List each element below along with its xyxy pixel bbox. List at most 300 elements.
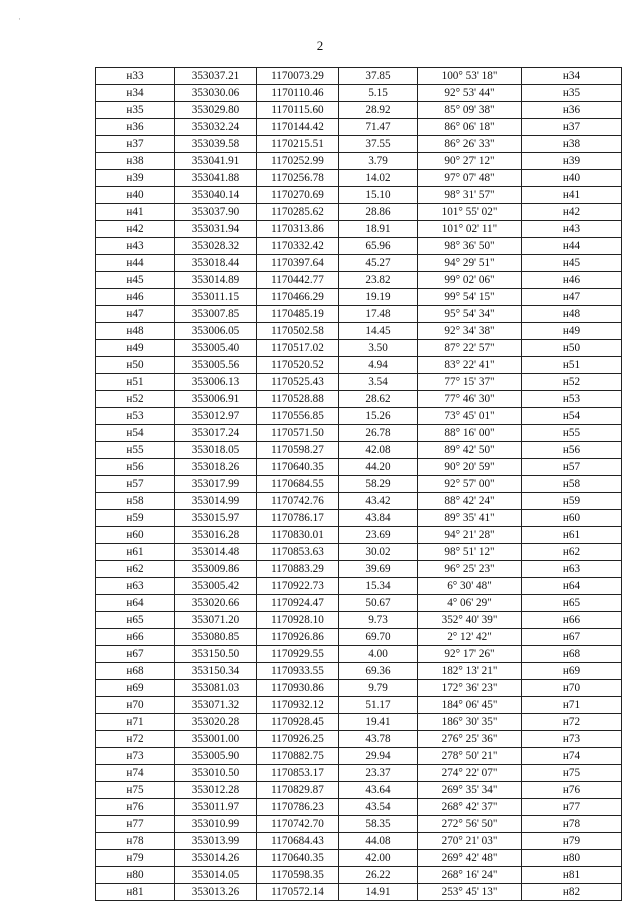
point-to-cell: н59 [522, 493, 622, 510]
length-cell: 43.54 [339, 799, 418, 816]
point-to-cell: н43 [522, 221, 622, 238]
direction-angle-cell: 92° 53' 44" [418, 85, 522, 102]
y-coordinate-cell: 1170786.23 [257, 799, 339, 816]
table-row [96, 731, 622, 748]
x-coordinate-cell: 353040.14 [175, 187, 257, 204]
table-row [96, 357, 622, 374]
x-coordinate-cell: 353012.97 [175, 408, 257, 425]
y-coordinate-cell: 1170928.10 [257, 612, 339, 629]
length-cell: 15.34 [339, 578, 418, 595]
point-from-cell: н67 [96, 646, 175, 663]
x-coordinate-cell: 353020.66 [175, 595, 257, 612]
table-row [96, 306, 622, 323]
point-from-cell: н41 [96, 204, 175, 221]
x-coordinate-cell: 353005.56 [175, 357, 257, 374]
length-cell: 42.08 [339, 442, 418, 459]
point-from-cell: н58 [96, 493, 175, 510]
table-row [96, 255, 622, 272]
point-from-cell: н74 [96, 765, 175, 782]
length-cell: 71.47 [339, 119, 418, 136]
table-row [96, 272, 622, 289]
direction-angle-cell: 89° 35' 41" [418, 510, 522, 527]
point-from-cell: н49 [96, 340, 175, 357]
length-cell: 30.02 [339, 544, 418, 561]
y-coordinate-cell: 1170556.85 [257, 408, 339, 425]
direction-angle-cell: 98° 51' 12" [418, 544, 522, 561]
length-cell: 44.08 [339, 833, 418, 850]
table-row [96, 527, 622, 544]
y-coordinate-cell: 1170928.45 [257, 714, 339, 731]
table-row [96, 595, 622, 612]
point-from-cell: н65 [96, 612, 175, 629]
direction-angle-cell: 86° 26' 33" [418, 136, 522, 153]
y-coordinate-cell: 1170926.25 [257, 731, 339, 748]
table-row [96, 170, 622, 187]
point-from-cell: н62 [96, 561, 175, 578]
direction-angle-cell: 186° 30' 35" [418, 714, 522, 731]
point-to-cell: н47 [522, 289, 622, 306]
direction-angle-cell: 98° 36' 50" [418, 238, 522, 255]
x-coordinate-cell: 353005.40 [175, 340, 257, 357]
y-coordinate-cell: 1170285.62 [257, 204, 339, 221]
direction-angle-cell: 269° 42' 48" [418, 850, 522, 867]
length-cell: 45.27 [339, 255, 418, 272]
x-coordinate-cell: 353150.50 [175, 646, 257, 663]
table-row [96, 544, 622, 561]
point-from-cell: н51 [96, 374, 175, 391]
table-body [96, 68, 622, 901]
point-to-cell: н73 [522, 731, 622, 748]
direction-angle-cell: 90° 20' 59" [418, 459, 522, 476]
point-from-cell: н54 [96, 425, 175, 442]
y-coordinate-cell: 1170332.42 [257, 238, 339, 255]
x-coordinate-cell: 353001.00 [175, 731, 257, 748]
scan-mark: · [18, 14, 21, 24]
x-coordinate-cell: 353011.15 [175, 289, 257, 306]
point-to-cell: н80 [522, 850, 622, 867]
x-coordinate-cell: 353010.50 [175, 765, 257, 782]
length-cell: 4.94 [339, 357, 418, 374]
table-row [96, 136, 622, 153]
point-from-cell: н73 [96, 748, 175, 765]
table-row [96, 850, 622, 867]
direction-angle-cell: 95° 54' 34" [418, 306, 522, 323]
length-cell: 26.22 [339, 867, 418, 884]
table-row [96, 323, 622, 340]
y-coordinate-cell: 1170485.19 [257, 306, 339, 323]
direction-angle-cell: 94° 21' 28" [418, 527, 522, 544]
table-row [96, 663, 622, 680]
x-coordinate-cell: 353080.85 [175, 629, 257, 646]
length-cell: 19.41 [339, 714, 418, 731]
point-to-cell: н68 [522, 646, 622, 663]
table-row [96, 238, 622, 255]
point-from-cell: н66 [96, 629, 175, 646]
x-coordinate-cell: 353012.28 [175, 782, 257, 799]
length-cell: 69.70 [339, 629, 418, 646]
point-to-cell: н81 [522, 867, 622, 884]
length-cell: 51.17 [339, 697, 418, 714]
y-coordinate-cell: 1170270.69 [257, 187, 339, 204]
length-cell: 28.92 [339, 102, 418, 119]
y-coordinate-cell: 1170930.86 [257, 680, 339, 697]
point-to-cell: н67 [522, 629, 622, 646]
table-row [96, 459, 622, 476]
y-coordinate-cell: 1170144.42 [257, 119, 339, 136]
point-from-cell: н57 [96, 476, 175, 493]
x-coordinate-cell: 353014.99 [175, 493, 257, 510]
table-row [96, 714, 622, 731]
x-coordinate-cell: 353028.32 [175, 238, 257, 255]
table-row [96, 425, 622, 442]
length-cell: 14.02 [339, 170, 418, 187]
boundary-coordinates-table [95, 67, 622, 901]
y-coordinate-cell: 1170215.51 [257, 136, 339, 153]
direction-angle-cell: 172° 36' 23" [418, 680, 522, 697]
point-from-cell: н76 [96, 799, 175, 816]
table-row [96, 629, 622, 646]
point-from-cell: н37 [96, 136, 175, 153]
point-to-cell: н71 [522, 697, 622, 714]
point-from-cell: н79 [96, 850, 175, 867]
point-to-cell: н82 [522, 884, 622, 901]
length-cell: 14.91 [339, 884, 418, 901]
point-to-cell: н70 [522, 680, 622, 697]
point-to-cell: н75 [522, 765, 622, 782]
y-coordinate-cell: 1170572.14 [257, 884, 339, 901]
x-coordinate-cell: 353006.05 [175, 323, 257, 340]
direction-angle-cell: 77° 15' 37" [418, 374, 522, 391]
direction-angle-cell: 184° 06' 45" [418, 697, 522, 714]
y-coordinate-cell: 1170397.64 [257, 255, 339, 272]
point-to-cell: н77 [522, 799, 622, 816]
table-row [96, 748, 622, 765]
length-cell: 15.10 [339, 187, 418, 204]
point-to-cell: н45 [522, 255, 622, 272]
y-coordinate-cell: 1170640.35 [257, 459, 339, 476]
point-to-cell: н62 [522, 544, 622, 561]
direction-angle-cell: 4° 06' 29" [418, 595, 522, 612]
direction-angle-cell: 98° 31' 57" [418, 187, 522, 204]
y-coordinate-cell: 1170502.58 [257, 323, 339, 340]
direction-angle-cell: 101° 02' 11" [418, 221, 522, 238]
point-from-cell: н44 [96, 255, 175, 272]
length-cell: 4.00 [339, 646, 418, 663]
x-coordinate-cell: 353014.26 [175, 850, 257, 867]
point-to-cell: н52 [522, 374, 622, 391]
table-row [96, 204, 622, 221]
length-cell: 65.96 [339, 238, 418, 255]
y-coordinate-cell: 1170252.99 [257, 153, 339, 170]
y-coordinate-cell: 1170466.29 [257, 289, 339, 306]
direction-angle-cell: 6° 30' 48" [418, 578, 522, 595]
table-row [96, 391, 622, 408]
point-to-cell: н63 [522, 561, 622, 578]
x-coordinate-cell: 353010.99 [175, 816, 257, 833]
direction-angle-cell: 96° 25' 23" [418, 561, 522, 578]
point-from-cell: н46 [96, 289, 175, 306]
length-cell: 43.64 [339, 782, 418, 799]
point-from-cell: н43 [96, 238, 175, 255]
page-number: 2 [316, 38, 324, 53]
x-coordinate-cell: 353041.88 [175, 170, 257, 187]
point-to-cell: н64 [522, 578, 622, 595]
point-from-cell: н35 [96, 102, 175, 119]
point-to-cell: н69 [522, 663, 622, 680]
y-coordinate-cell: 1170528.88 [257, 391, 339, 408]
table-row [96, 884, 622, 901]
length-cell: 58.35 [339, 816, 418, 833]
length-cell: 23.82 [339, 272, 418, 289]
point-from-cell: н77 [96, 816, 175, 833]
y-coordinate-cell: 1170786.17 [257, 510, 339, 527]
x-coordinate-cell: 353014.89 [175, 272, 257, 289]
x-coordinate-cell: 353018.44 [175, 255, 257, 272]
y-coordinate-cell: 1170853.63 [257, 544, 339, 561]
table-row [96, 102, 622, 119]
point-from-cell: н80 [96, 867, 175, 884]
y-coordinate-cell: 1170924.47 [257, 595, 339, 612]
length-cell: 43.84 [339, 510, 418, 527]
point-from-cell: н34 [96, 85, 175, 102]
table-row [96, 153, 622, 170]
point-from-cell: н48 [96, 323, 175, 340]
direction-angle-cell: 86° 06' 18" [418, 119, 522, 136]
point-from-cell: н70 [96, 697, 175, 714]
table-row [96, 765, 622, 782]
x-coordinate-cell: 353005.90 [175, 748, 257, 765]
length-cell: 43.42 [339, 493, 418, 510]
point-to-cell: н37 [522, 119, 622, 136]
table-row [96, 289, 622, 306]
point-from-cell: н59 [96, 510, 175, 527]
table-row [96, 187, 622, 204]
length-cell: 19.19 [339, 289, 418, 306]
table-row [96, 408, 622, 425]
direction-angle-cell: 90° 27' 12" [418, 153, 522, 170]
point-to-cell: н76 [522, 782, 622, 799]
x-coordinate-cell: 353009.86 [175, 561, 257, 578]
table-row [96, 799, 622, 816]
point-from-cell: н50 [96, 357, 175, 374]
y-coordinate-cell: 1170571.50 [257, 425, 339, 442]
length-cell: 18.91 [339, 221, 418, 238]
y-coordinate-cell: 1170742.70 [257, 816, 339, 833]
point-from-cell: н55 [96, 442, 175, 459]
x-coordinate-cell: 353039.58 [175, 136, 257, 153]
x-coordinate-cell: 353018.05 [175, 442, 257, 459]
direction-angle-cell: 269° 35' 34" [418, 782, 522, 799]
point-to-cell: н61 [522, 527, 622, 544]
x-coordinate-cell: 353037.21 [175, 68, 257, 85]
x-coordinate-cell: 353014.48 [175, 544, 257, 561]
point-to-cell: н55 [522, 425, 622, 442]
table-row [96, 340, 622, 357]
length-cell: 42.00 [339, 850, 418, 867]
point-from-cell: н71 [96, 714, 175, 731]
y-coordinate-cell: 1170742.76 [257, 493, 339, 510]
table-row [96, 374, 622, 391]
y-coordinate-cell: 1170115.60 [257, 102, 339, 119]
y-coordinate-cell: 1170932.12 [257, 697, 339, 714]
direction-angle-cell: 83° 22' 41" [418, 357, 522, 374]
direction-angle-cell: 276° 25' 36" [418, 731, 522, 748]
table-row [96, 612, 622, 629]
point-to-cell: н34 [522, 68, 622, 85]
x-coordinate-cell: 353020.28 [175, 714, 257, 731]
y-coordinate-cell: 1170110.46 [257, 85, 339, 102]
direction-angle-cell: 89° 42' 50" [418, 442, 522, 459]
x-coordinate-cell: 353041.91 [175, 153, 257, 170]
y-coordinate-cell: 1170073.29 [257, 68, 339, 85]
length-cell: 3.79 [339, 153, 418, 170]
point-to-cell: н46 [522, 272, 622, 289]
point-to-cell: н72 [522, 714, 622, 731]
y-coordinate-cell: 1170933.55 [257, 663, 339, 680]
length-cell: 39.69 [339, 561, 418, 578]
y-coordinate-cell: 1170922.73 [257, 578, 339, 595]
point-to-cell: н79 [522, 833, 622, 850]
direction-angle-cell: 100° 53' 18" [418, 68, 522, 85]
x-coordinate-cell: 353037.90 [175, 204, 257, 221]
y-coordinate-cell: 1170442.77 [257, 272, 339, 289]
length-cell: 23.69 [339, 527, 418, 544]
y-coordinate-cell: 1170525.43 [257, 374, 339, 391]
x-coordinate-cell: 353013.26 [175, 884, 257, 901]
length-cell: 37.55 [339, 136, 418, 153]
table-row [96, 119, 622, 136]
table-row [96, 221, 622, 238]
point-to-cell: н49 [522, 323, 622, 340]
length-cell: 37.85 [339, 68, 418, 85]
y-coordinate-cell: 1170829.87 [257, 782, 339, 799]
direction-angle-cell: 92° 34' 38" [418, 323, 522, 340]
point-from-cell: н52 [96, 391, 175, 408]
x-coordinate-cell: 353018.26 [175, 459, 257, 476]
y-coordinate-cell: 1170882.75 [257, 748, 339, 765]
x-coordinate-cell: 353032.24 [175, 119, 257, 136]
x-coordinate-cell: 353071.32 [175, 697, 257, 714]
length-cell: 3.50 [339, 340, 418, 357]
point-to-cell: н44 [522, 238, 622, 255]
point-to-cell: н51 [522, 357, 622, 374]
direction-angle-cell: 97° 07' 48" [418, 170, 522, 187]
point-from-cell: н68 [96, 663, 175, 680]
point-to-cell: н42 [522, 204, 622, 221]
point-from-cell: н53 [96, 408, 175, 425]
direction-angle-cell: 94° 29' 51" [418, 255, 522, 272]
table-row [96, 493, 622, 510]
length-cell: 43.78 [339, 731, 418, 748]
point-to-cell: н40 [522, 170, 622, 187]
point-from-cell: н38 [96, 153, 175, 170]
length-cell: 17.48 [339, 306, 418, 323]
direction-angle-cell: 85° 09' 38" [418, 102, 522, 119]
point-to-cell: н36 [522, 102, 622, 119]
x-coordinate-cell: 353029.80 [175, 102, 257, 119]
direction-angle-cell: 182° 13' 21" [418, 663, 522, 680]
point-from-cell: н61 [96, 544, 175, 561]
length-cell: 69.36 [339, 663, 418, 680]
point-to-cell: н65 [522, 595, 622, 612]
x-coordinate-cell: 353017.99 [175, 476, 257, 493]
point-to-cell: н57 [522, 459, 622, 476]
table-row [96, 85, 622, 102]
point-from-cell: н63 [96, 578, 175, 595]
x-coordinate-cell: 353016.28 [175, 527, 257, 544]
y-coordinate-cell: 1170517.02 [257, 340, 339, 357]
length-cell: 50.67 [339, 595, 418, 612]
x-coordinate-cell: 353071.20 [175, 612, 257, 629]
point-to-cell: н58 [522, 476, 622, 493]
y-coordinate-cell: 1170853.17 [257, 765, 339, 782]
point-from-cell: н69 [96, 680, 175, 697]
y-coordinate-cell: 1170883.29 [257, 561, 339, 578]
table-row [96, 476, 622, 493]
y-coordinate-cell: 1170640.35 [257, 850, 339, 867]
length-cell: 29.94 [339, 748, 418, 765]
length-cell: 26.78 [339, 425, 418, 442]
length-cell: 14.45 [339, 323, 418, 340]
direction-angle-cell: 88° 42' 24" [418, 493, 522, 510]
point-to-cell: н56 [522, 442, 622, 459]
point-from-cell: н72 [96, 731, 175, 748]
point-from-cell: н45 [96, 272, 175, 289]
length-cell: 23.37 [339, 765, 418, 782]
direction-angle-cell: 2° 12' 42" [418, 629, 522, 646]
table-row [96, 782, 622, 799]
direction-angle-cell: 352° 40' 39" [418, 612, 522, 629]
point-from-cell: н64 [96, 595, 175, 612]
direction-angle-cell: 77° 46' 30" [418, 391, 522, 408]
direction-angle-cell: 92° 57' 00" [418, 476, 522, 493]
length-cell: 9.73 [339, 612, 418, 629]
point-to-cell: н54 [522, 408, 622, 425]
point-to-cell: н74 [522, 748, 622, 765]
x-coordinate-cell: 353081.03 [175, 680, 257, 697]
length-cell: 15.26 [339, 408, 418, 425]
direction-angle-cell: 87° 22' 57" [418, 340, 522, 357]
point-to-cell: н38 [522, 136, 622, 153]
point-from-cell: н42 [96, 221, 175, 238]
direction-angle-cell: 268° 42' 37" [418, 799, 522, 816]
length-cell: 5.15 [339, 85, 418, 102]
table-row [96, 833, 622, 850]
direction-angle-cell: 99° 02' 06" [418, 272, 522, 289]
x-coordinate-cell: 353013.99 [175, 833, 257, 850]
point-from-cell: н47 [96, 306, 175, 323]
length-cell: 28.62 [339, 391, 418, 408]
y-coordinate-cell: 1170684.55 [257, 476, 339, 493]
length-cell: 44.20 [339, 459, 418, 476]
length-cell: 58.29 [339, 476, 418, 493]
point-from-cell: н75 [96, 782, 175, 799]
point-from-cell: н36 [96, 119, 175, 136]
length-cell: 28.86 [339, 204, 418, 221]
point-to-cell: н39 [522, 153, 622, 170]
table-row [96, 816, 622, 833]
direction-angle-cell: 278° 50' 21" [418, 748, 522, 765]
x-coordinate-cell: 353014.05 [175, 867, 257, 884]
point-to-cell: н35 [522, 85, 622, 102]
x-coordinate-cell: 353015.97 [175, 510, 257, 527]
table-row [96, 680, 622, 697]
y-coordinate-cell: 1170598.35 [257, 867, 339, 884]
point-to-cell: н41 [522, 187, 622, 204]
point-from-cell: н40 [96, 187, 175, 204]
table-row [96, 578, 622, 595]
x-coordinate-cell: 353006.13 [175, 374, 257, 391]
